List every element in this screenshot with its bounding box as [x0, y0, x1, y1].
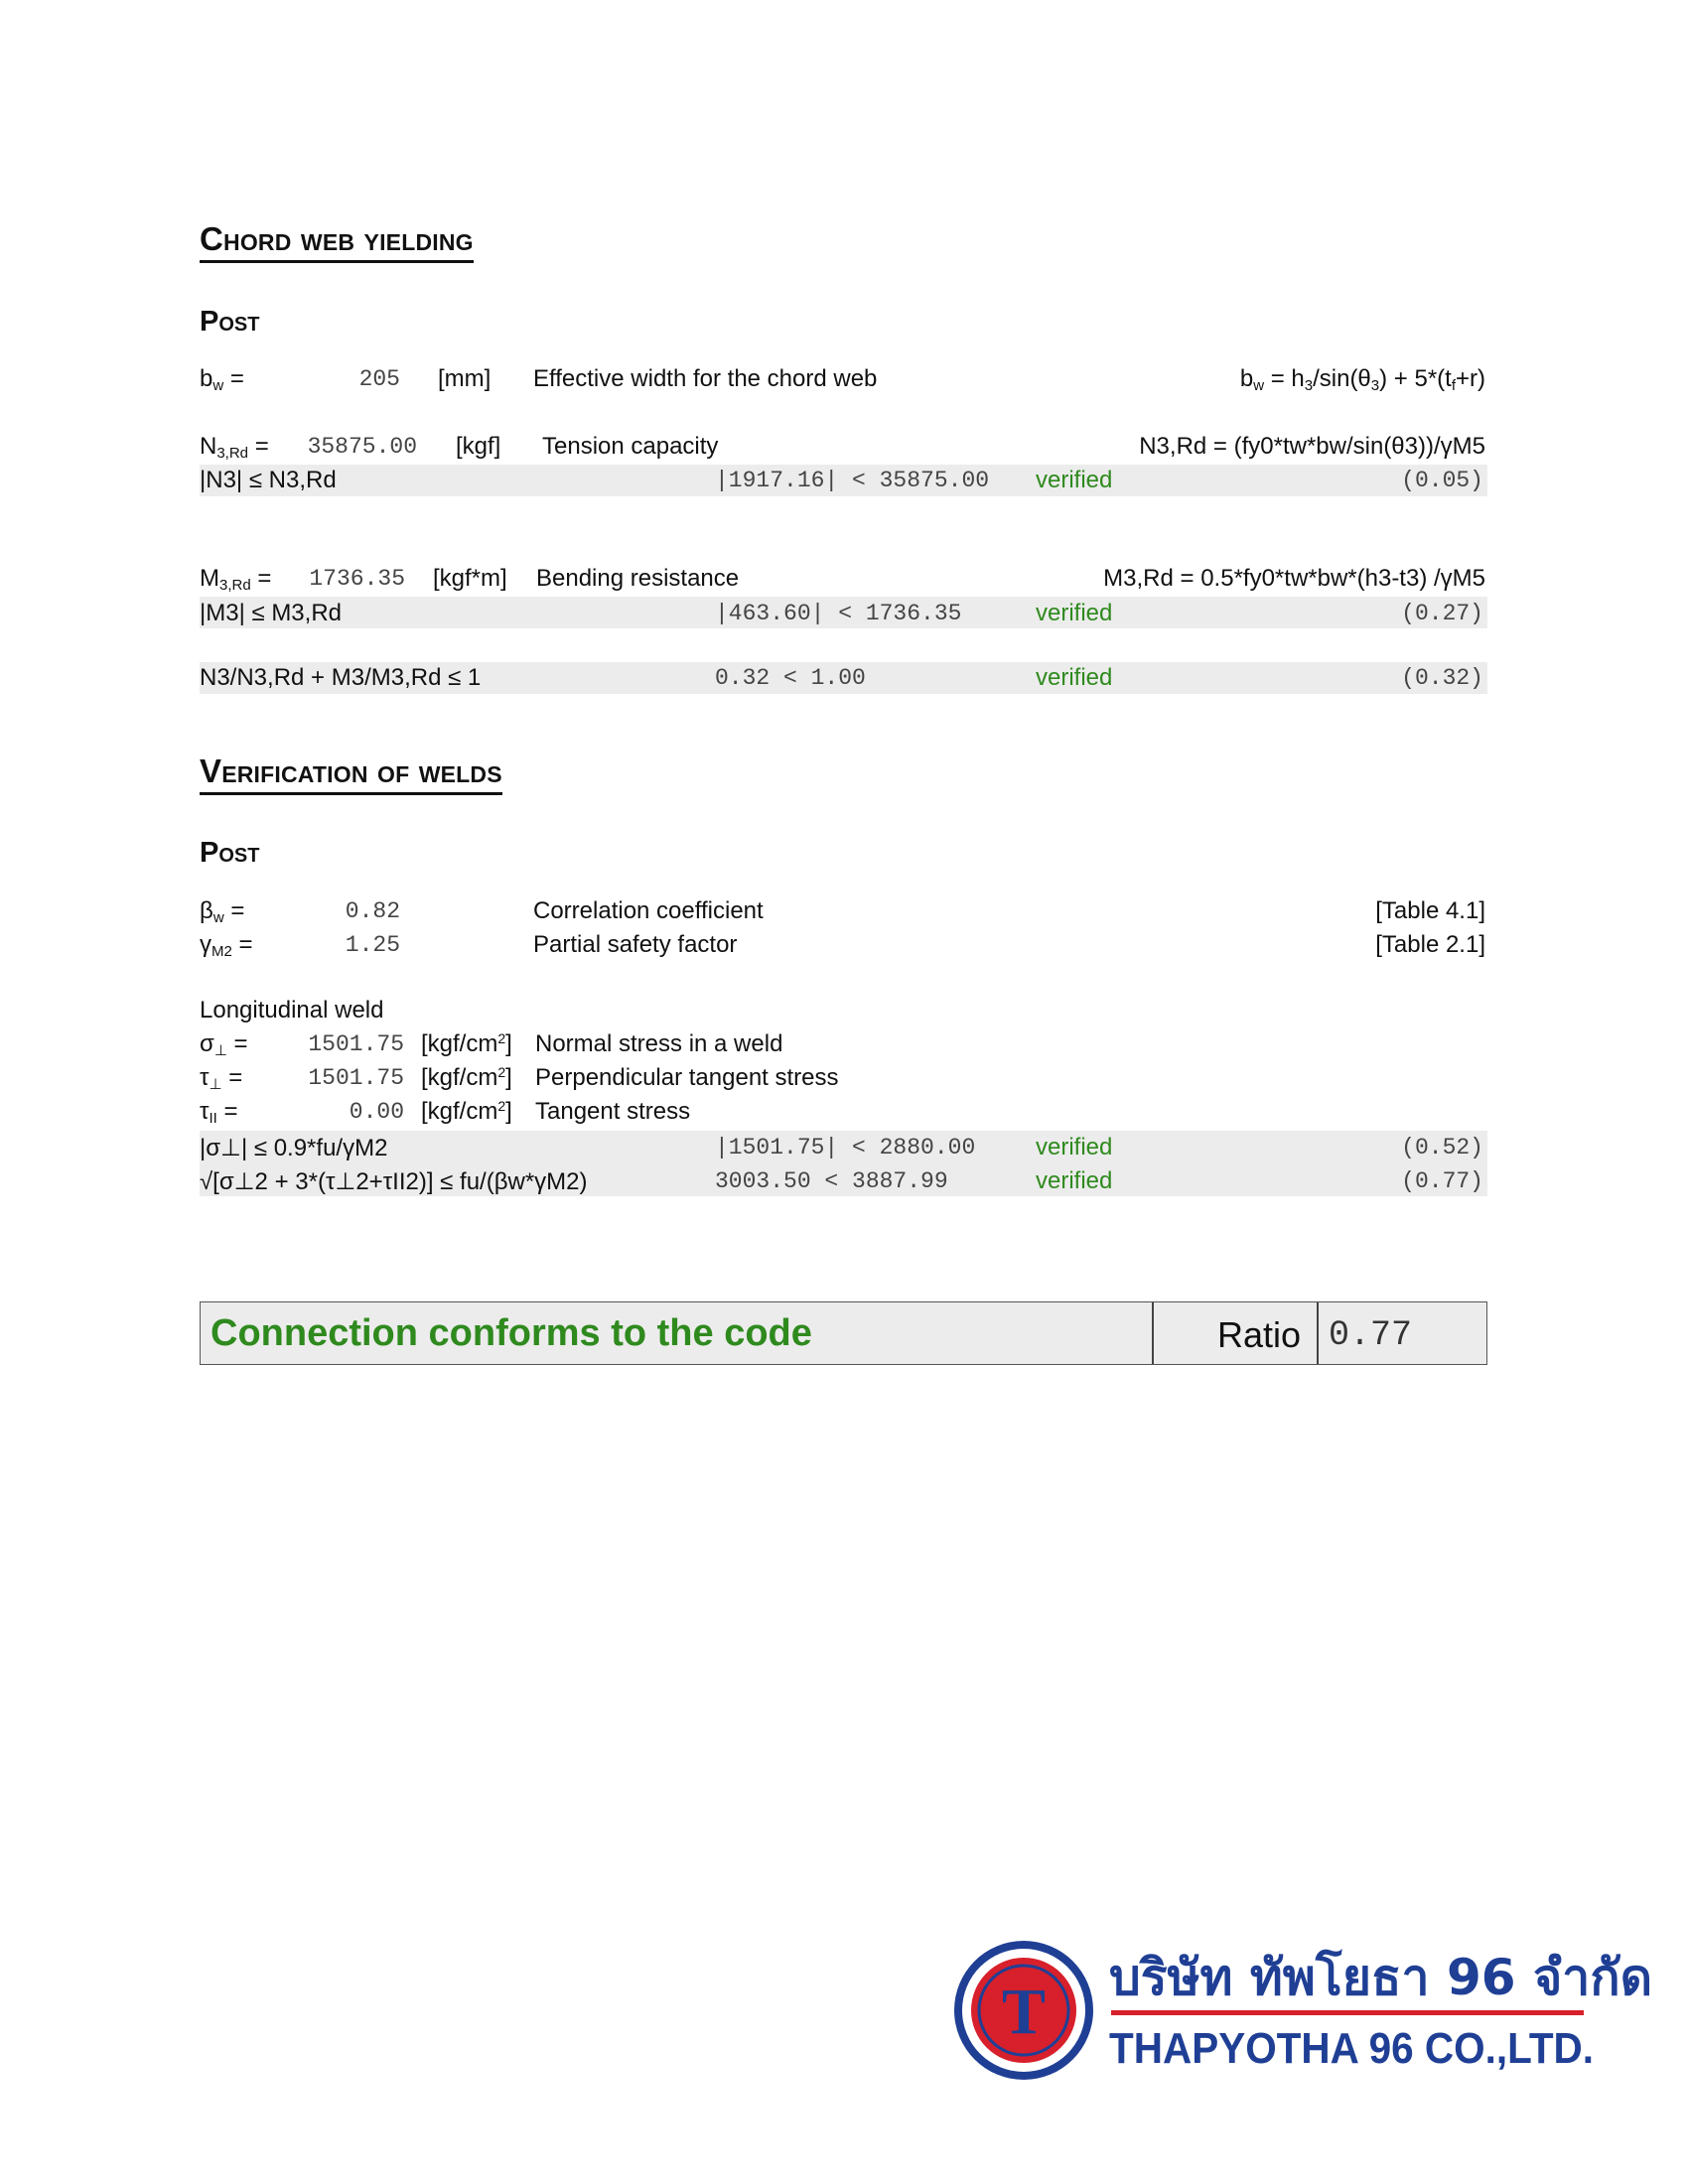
m3rd-unit: [kgf*m] [433, 565, 507, 592]
weld-check1-comparison: |1501.75| < 2880.00 [715, 1135, 976, 1160]
betaw-reference: [Table 4.1] [1375, 897, 1485, 924]
summary-box [200, 1301, 1487, 1365]
tau-perp-label: $\tau_\perp$ = [200, 1064, 243, 1093]
tau-parallel-label: $\tau_{II}$ = [200, 1098, 238, 1127]
gammam2-description: Partial safety factor [533, 931, 738, 958]
summary-message: Connection conforms to the code [211, 1312, 812, 1354]
betaw-label: $\beta_w$ = [200, 897, 245, 926]
tau-perp-description: Perpendicular tangent stress [535, 1064, 839, 1091]
tau-perp-unit: $[kgf/cm^2]$ [421, 1064, 512, 1091]
weld-check1-label: |σ⊥| ≤ 0.9*fu/γM2 [200, 1135, 388, 1161]
sigma-description: Normal stress in a weld [535, 1030, 783, 1057]
logo-english-name: THAPYOTHA 96 CO.,LTD. [1109, 2024, 1595, 2073]
tau-parallel-value: 0.00 [349, 1099, 404, 1125]
n3rd-label: $N_{3,Rd}$ = [200, 433, 269, 462]
summary-ratio-value: 0.77 [1329, 1315, 1413, 1355]
weld-check2-label: √[σ⊥2 + 3*(τ⊥2+τII2)] ≤ fu/(βw*γM2) [200, 1168, 588, 1195]
n3-check-status: verified [1036, 467, 1113, 493]
n3rd-formula: N3,Rd = (fy0*tw*bw/sin(θ3))/γM5 [1139, 433, 1485, 460]
logo-thai-name: บริษัท ทัพโยธา 96 จำกัด [1109, 1949, 1653, 2006]
m3-check-ratio: (0.27) [1401, 601, 1483, 626]
interaction-check-label: N3/N3,Rd + M3/M3,Rd ≤ 1 [200, 664, 482, 691]
gammam2-reference: [Table 2.1] [1375, 931, 1485, 958]
sigma-unit: $[kgf/cm^2]$ [421, 1030, 512, 1057]
m3rd-label: $M_{3,Rd}$ = [200, 565, 272, 594]
logo-letter: T [1001, 1976, 1047, 2048]
weld-check1-status: verified [1036, 1134, 1113, 1160]
m3rd-description: Bending resistance [536, 565, 740, 592]
bw-value: 205 [358, 366, 400, 392]
n3rd-description: Tension capacity [542, 433, 719, 460]
longitudinal-weld-label: Longitudinal weld [200, 997, 384, 1024]
subheading-post: Post [200, 306, 260, 338]
n3-check-comparison: |1917.16| < 35875.00 [715, 468, 990, 493]
bw-formula: $b_w = h_3/\sin(\theta_3) + 5*(t_f+r)$ [1239, 365, 1485, 394]
summary-divider [1152, 1302, 1154, 1364]
m3-check-status: verified [1036, 600, 1113, 626]
weld-check1-ratio: (0.52) [1401, 1135, 1483, 1160]
section-heading-chord-web-yielding: Chord web yielding [200, 220, 474, 263]
summary-ratio-label: Ratio [1217, 1314, 1302, 1355]
weld-check2-ratio: (0.77) [1401, 1168, 1483, 1194]
interaction-check-comparison: 0.32 < 1.00 [715, 665, 866, 691]
section-heading-verification-of-welds: Verification of welds [200, 752, 502, 795]
weld-check2-comparison: 3003.50 < 3887.99 [715, 1168, 948, 1194]
interaction-check-ratio: (0.32) [1401, 665, 1483, 691]
betaw-value: 0.82 [345, 898, 400, 924]
weld-check2-status: verified [1036, 1167, 1113, 1194]
tau-parallel-unit: $[kgf/cm^2]$ [421, 1098, 512, 1125]
summary-divider [1317, 1302, 1319, 1364]
n3rd-unit: [kgf] [456, 433, 501, 460]
gammam2-label: $\gamma_{M2}$ = [200, 931, 253, 960]
betaw-description: Correlation coefficient [533, 897, 764, 924]
n3rd-value: 35875.00 [307, 434, 417, 460]
tau-parallel-description: Tangent stress [535, 1098, 691, 1125]
n3-check-ratio: (0.05) [1401, 468, 1483, 493]
n3-check-label: |N3| ≤ N3,Rd [200, 467, 337, 493]
bw-label: $b_w$ = [200, 365, 244, 394]
subheading-post: Post [200, 837, 260, 869]
sigma-value: 1501.75 [308, 1031, 404, 1057]
m3-check-comparison: |463.60| < 1736.35 [715, 601, 962, 626]
m3rd-formula: M3,Rd = 0.5*fy0*tw*bw*(h3-t3) /γM5 [1103, 565, 1485, 592]
interaction-check-status: verified [1036, 664, 1113, 691]
bw-description: Effective width for the chord web [533, 365, 878, 392]
m3-check-label: |M3| ≤ M3,Rd [200, 600, 343, 626]
gammam2-value: 1.25 [345, 932, 400, 958]
m3rd-value: 1736.35 [309, 566, 405, 592]
bw-unit: [mm] [438, 365, 492, 392]
company-logo [948, 1921, 1653, 2100]
sigma-label: $\sigma_\perp$ = [200, 1030, 248, 1059]
tau-perp-value: 1501.75 [308, 1065, 404, 1091]
